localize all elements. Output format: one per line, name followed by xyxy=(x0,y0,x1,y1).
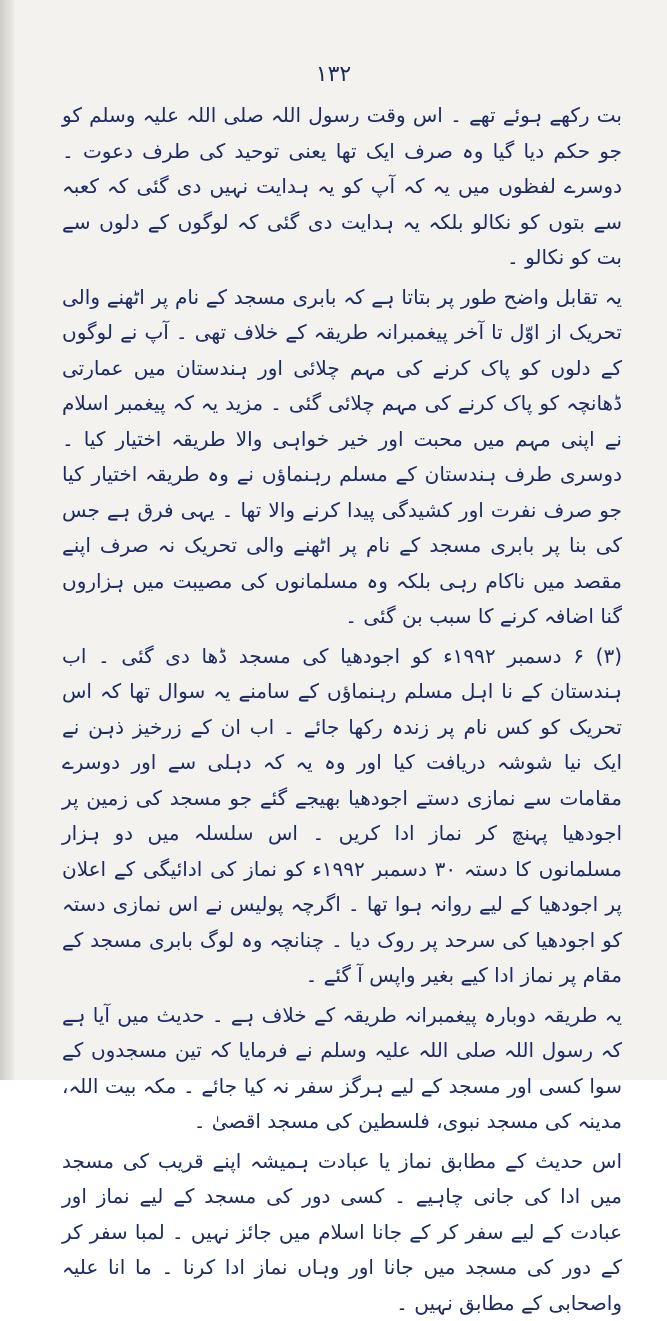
paragraph-4: یہ طریقہ دوبارہ پیغمبرانہ طریقہ کے خلاف ہے ۔ حدیث میں آیا ہے کہ رسول اللہ صلی اللہ علیہ وسلم نے فرمایا کہ تین مسجدوں کے سوا کسی اور مسجد کے لیے ہرگز سفر نہ کیا جائے ۔ مکہ بیت اللہ، مدینہ کی مسجد نبوی، فلسطین کی مسجد اقصیٰ ۔ xyxy=(62,998,622,1140)
paragraph-2: یہ تقابل واضح طور پر بتاتا ہے کہ بابری مسجد کے نام پر اٹھنے والی تحریک از اوّل تا آخر پیغمبرانہ طریقہ کے خلاف تھی ۔ آپ نے لوگوں کے دلوں کو پاک کرنے کی مہم چلائی اور ہندستان میں عمارتی ڈھانچہ کو پاک کرنے کی مہم چلائی گئی ۔ مزید یہ کہ پیغمبر اسلام نے اپنی مہم میں محبت اور خیر خواہی والا طریقہ اختیار کیا ۔ دوسری طرف ہندستان کے مسلم رہنماؤں نے وہ طریقہ اختیار کیا جو صرف نفرت اور کشیدگی پیدا کرنے والا تھا ۔ یہی فرق ہے جس کی بنا پر بابری مسجد کے نام پر اٹھنے والی تحریک نہ صرف اپنے مقصد میں ناکام رہی بلکہ وہ مسلمانوں کی مصیبت میں ہزاروں گنا اضافہ کرنے کا سبب بن گئی ۔ xyxy=(62,280,622,635)
paragraph-3: (۳) ۶ دسمبر ۱۹۹۲ء کو اجودھیا کی مسجد ڈھا دی گئی ۔ اب ہندستان کے نا اہل مسلم رہنماؤں کے سامنے یہ سوال تھا کہ اس تحریک کو کس نام پر زندہ رکھا جائے ۔ اب ان کے زرخیز ذہن نے ایک نیا شوشہ دریافت کیا اور وہ یہ کہ دہلی سے اور دوسرے مقامات سے نمازی دستے اجودھیا بھیجے گئے جو مسجد کی زمین پر اجودھیا پہنچ کر نماز ادا کریں ۔ اس سلسلہ میں دو ہزار مسلمانوں کا دستہ ۳۰ دسمبر ۱۹۹۲ء کو نماز کی ادائیگی کے اعلان پر اجودھیا کے لیے روانہ ہوا تھا ۔ اگرچہ پولیس نے اس نمازی دستہ کو اجودھیا کی سرحد پر روک دیا ۔ چنانچہ وہ لوگ بابری مسجد کے مقام پر نماز ادا کیے بغیر واپس آ گئے ۔ xyxy=(62,639,622,994)
binding-gutter xyxy=(0,0,14,1080)
paragraph-1: بت رکھے ہوئے تھے ۔ اس وقت رسول اللہ صلی اللہ علیہ وسلم کو جو حکم دیا گیا وہ صرف ایک تھا یعنی توحید کی طرف دعوت ۔ دوسرے لفظوں میں یہ کہ آپ کو یہ ہدایت نہیں دی گئی کہ کعبہ سے بتوں کو نکالو بلکہ یہ ہدایت دی گئی کہ لوگوں کے دلوں سے بت کو نکالو ۔ xyxy=(62,98,622,276)
page-number: ۱۳۲ xyxy=(0,62,667,87)
body-text xyxy=(62,98,622,1321)
paragraph-5: اس حدیث کے مطابق نماز یا عبادت ہمیشہ اپنے قریب کی مسجد میں ادا کی جانی چاہیے ۔ کسی دور کی مسجد کے لیے نماز اور عبادت کے لیے سفر کر کے جانا اسلام میں جائز نہیں ۔ لمبا سفر کر کے دور کی مسجد میں جانا اور وہاں نماز ادا کرنا ۔ ما انا علیہ واصحابی کے مطابق نہیں ۔ xyxy=(62,1144,622,1321)
